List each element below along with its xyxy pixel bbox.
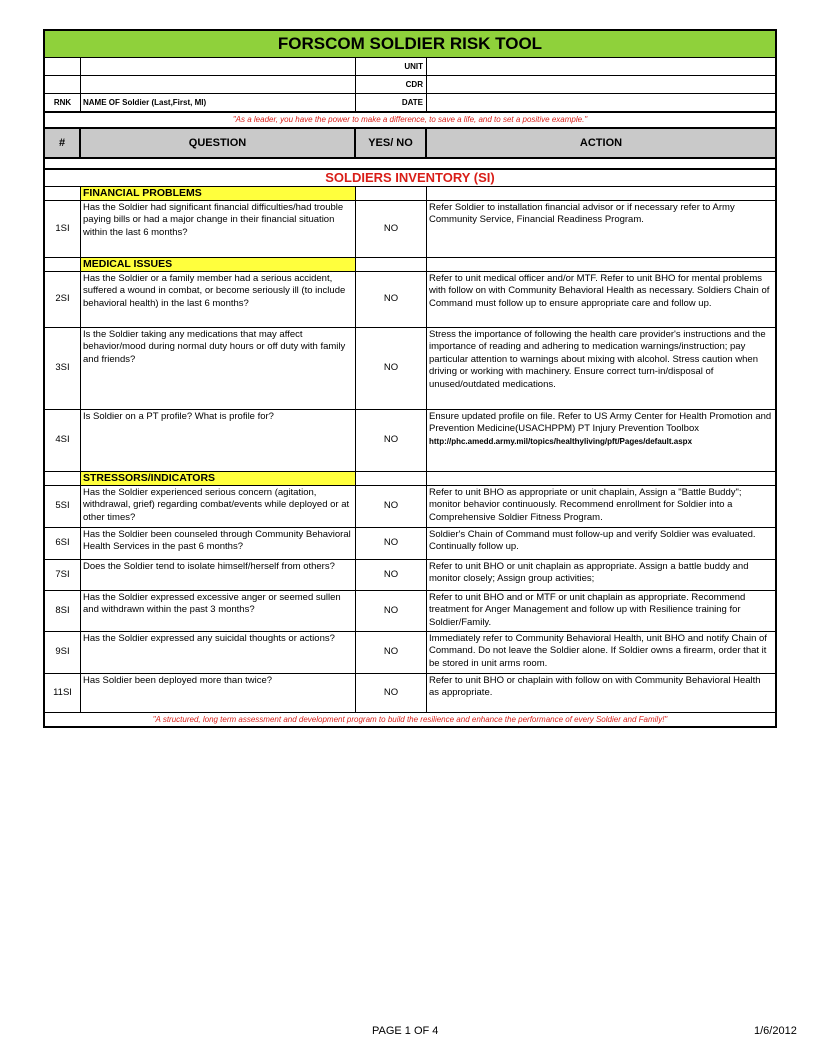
reference-link[interactable]: http://phc.amedd.army.mil/topics/healthyliving/pft/Pages/default.aspx xyxy=(429,436,693,446)
table-row xyxy=(45,632,775,674)
question-text: Has the Soldier or a family member had a serious accident, suffered a wound in combat, or become seriously ill (to include behavioral health) in the last 6 months? xyxy=(81,272,356,327)
row-number: 5SI xyxy=(45,486,81,527)
name-field[interactable] xyxy=(81,58,356,75)
table-row xyxy=(45,528,775,560)
date-label: DATE xyxy=(356,94,427,111)
yes-no-cell[interactable]: NO xyxy=(356,560,427,590)
table-row xyxy=(45,486,775,528)
yes-no-cell[interactable]: NO xyxy=(356,674,427,712)
category-medical xyxy=(45,258,775,272)
category-label: MEDICAL ISSUES xyxy=(81,258,356,271)
row-number: 11SI xyxy=(45,674,81,712)
unit-field[interactable] xyxy=(427,58,775,75)
risk-tool-sheet xyxy=(43,29,777,728)
header-row-cdr xyxy=(45,76,775,94)
row-number: 7SI xyxy=(45,560,81,590)
category-financial xyxy=(45,187,775,201)
table-row xyxy=(45,201,775,258)
rnk-label: RNK xyxy=(45,94,81,111)
yes-no-cell[interactable]: NO xyxy=(356,528,427,559)
row-number: 9SI xyxy=(45,632,81,673)
leader-quote: "As a leader, you have the power to make a difference, to save a life, and to set a positive example." xyxy=(45,113,775,129)
question-text: Has the Soldier expressed excessive anger or seemed sullen and withdrawn within the past 3 months? xyxy=(81,591,356,631)
row-number: 1SI xyxy=(45,201,81,257)
date-field[interactable] xyxy=(427,94,775,111)
row-number: 2SI xyxy=(45,272,81,327)
table-row xyxy=(45,674,775,712)
row-number: 4SI xyxy=(45,410,81,471)
question-text: Does the Soldier tend to isolate himself/herself from others? xyxy=(81,560,356,590)
action-text: Refer to unit BHO and or MTF or unit chaplain as appropriate. Recommend treatment for Anger Management and follow up with Resilience training for Soldier/Family. xyxy=(429,592,746,628)
table-row xyxy=(45,410,775,472)
action-text: Refer to unit BHO or unit chaplain as appropriate. Assign a battle buddy and monitor closely; Assign group activities; xyxy=(429,561,749,585)
action-text: Refer to unit BHO as appropriate or unit chaplain, Assign a "Battle Buddy"; monitor behavior continuously. Recommend enrollment for Soldier into a Comprehensive Soldier Fitness Program. xyxy=(429,487,742,523)
yes-no-cell[interactable]: NO xyxy=(356,328,427,409)
cdr-field[interactable] xyxy=(427,76,775,93)
action-text: Ensure updated profile on file. Refer to US Army Center for Health Promotion and Prevention Medicine(USACHPPM) PT Injury Prevention Toolbox xyxy=(429,411,772,435)
category-label: FINANCIAL PROBLEMS xyxy=(81,187,356,200)
question-text: Is the Soldier taking any medications that may affect behavior/mood during normal duty hours or off duty with family and friends? xyxy=(81,328,356,409)
header-row-date xyxy=(45,94,775,113)
col-action-header: ACTION xyxy=(579,137,623,149)
yes-no-cell[interactable]: NO xyxy=(356,201,427,257)
col-question-header: QUESTION xyxy=(81,129,356,157)
action-text: Immediately refer to Community Behavioral Health, unit BHO and notify Chain of Command. Do not leave the Soldier alone. If Soldier owns a firearm, order that it be stored in unit arms room. xyxy=(429,633,767,669)
page-number: PAGE 1 OF 4 xyxy=(372,1025,439,1037)
spacer-row xyxy=(45,159,775,170)
action-text: Soldier's Chain of Command must follow-up and verify Soldier was evaluated. Continually follow up. xyxy=(429,529,756,553)
category-label: STRESSORS/INDICATORS xyxy=(81,472,356,485)
category-stressors xyxy=(45,472,775,486)
cdr-label: CDR xyxy=(356,76,427,93)
question-text: Has the Soldier experienced serious concern (agitation, withdrawal, grief) regarding combat/events while deployed or at other times? xyxy=(81,486,356,527)
header-row-unit xyxy=(45,58,775,76)
question-text: Has the Soldier had significant financial difficulties/had trouble paying bills or had a major change in their financial situation within the last 6 months? xyxy=(81,201,356,257)
table-row xyxy=(45,328,775,410)
yes-no-cell[interactable]: NO xyxy=(356,410,427,471)
action-text: Refer to unit medical officer and/or MTF. Refer to unit BHO for mental problems with follow on with Community Behavioral Health as necessary. Soldiers Chain of Command must follow up to ensure appropriate care and follow up. xyxy=(429,273,770,309)
yes-no-cell[interactable]: NO xyxy=(356,272,427,327)
yes-no-cell[interactable]: NO xyxy=(356,486,427,527)
row-number: 6SI xyxy=(45,528,81,559)
yes-no-cell[interactable]: NO xyxy=(356,632,427,673)
yes-no-cell[interactable]: NO xyxy=(356,591,427,631)
action-cell xyxy=(427,410,775,471)
row-number: 3SI xyxy=(45,328,81,409)
table-row xyxy=(45,591,775,632)
col-yesno-header: YES/ NO xyxy=(356,129,427,157)
action-text: Refer Soldier to installation financial advisor or if necessary refer to Army Community Service, Financial Readiness Program. xyxy=(429,202,735,226)
question-text: Has the Soldier expressed any suicidal thoughts or actions? xyxy=(81,632,356,673)
col-num-header: # xyxy=(45,129,81,157)
unit-label: UNIT xyxy=(356,58,427,75)
column-header-row xyxy=(45,129,775,159)
footer-date: 1/6/2012 xyxy=(754,1025,797,1037)
soldier-name-label: NAME OF Soldier (Last,First, MI) xyxy=(81,94,356,111)
table-row xyxy=(45,560,775,591)
page-title: FORSCOM SOLDIER RISK TOOL xyxy=(45,29,775,58)
question-text: Has Soldier been deployed more than twice? xyxy=(81,674,356,712)
action-text: Refer to unit BHO or chaplain with follow on with Community Behavioral Health as appropriate. xyxy=(429,675,761,699)
row-number: 8SI xyxy=(45,591,81,631)
question-text: Has the Soldier been counseled through Community Behavioral Health Services in the past 6 months? xyxy=(81,528,356,559)
question-text: Is Soldier on a PT profile? What is profile for? xyxy=(81,410,356,471)
section-title: SOLDIERS INVENTORY (SI) xyxy=(45,170,775,187)
action-text: Stress the importance of following the health care provider's instructions and the importance of reading and adhering to medication warnings/instruction; pay particular attention to warnings about mixing with alcohol. Stress caution when driving or working with machinery. Ensure correct turn-in/disposal of unused/outdated medications. xyxy=(429,329,766,390)
table-row xyxy=(45,272,775,328)
footer-quote: "A structured, long term assessment and development program to build the resilience and enhance the performance of every Soldier and Family!" xyxy=(45,712,775,728)
